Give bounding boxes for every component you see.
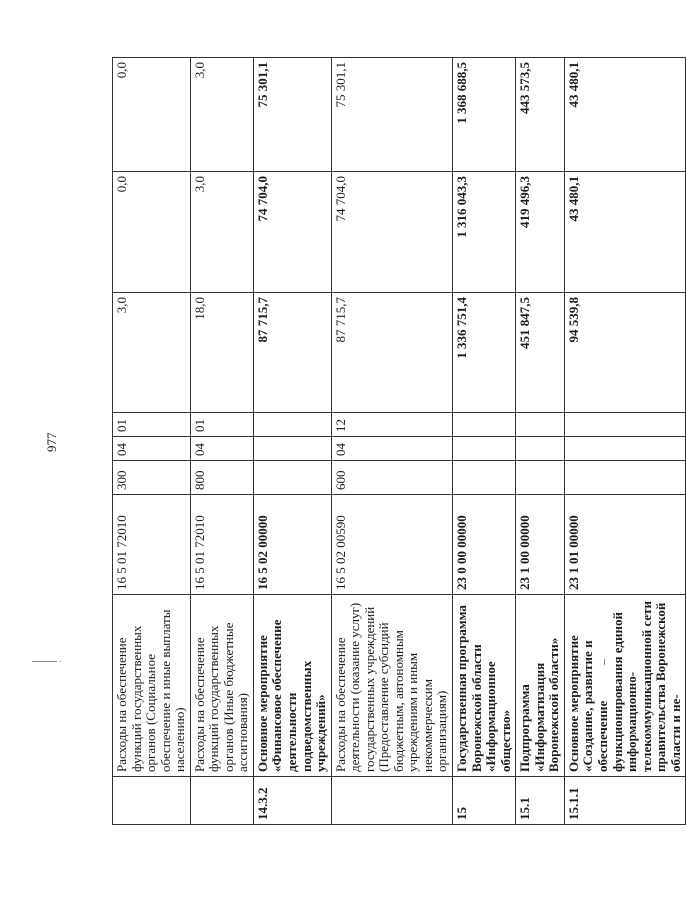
subsection: 01 xyxy=(190,413,253,437)
amount-1: 94 539,8 xyxy=(564,293,685,413)
rotated-budget-table xyxy=(112,58,683,825)
section: 04 xyxy=(331,437,452,461)
amount-1: 18,0 xyxy=(190,293,253,413)
table-row xyxy=(516,58,565,825)
subsection xyxy=(453,413,516,437)
expense-type xyxy=(564,461,685,495)
target-code: 16 5 01 72010 xyxy=(113,495,191,595)
row-number xyxy=(331,777,452,825)
subsection xyxy=(253,413,331,437)
amount-3: 0,0 xyxy=(113,58,191,172)
amount-3: 43 480,1 xyxy=(564,58,685,172)
row-name: Подпрограмма «Информатизация Воронежской области» xyxy=(516,595,565,777)
expense-type: 300 xyxy=(113,461,191,495)
amount-2: 3,0 xyxy=(190,172,253,293)
amount-3: 443 573,5 xyxy=(516,58,565,172)
target-code: 16 5 01 72010 xyxy=(190,495,253,595)
amount-2: 74 704,0 xyxy=(253,172,331,293)
amount-1: 87 715,7 xyxy=(331,293,452,413)
amount-1: 3,0 xyxy=(113,293,191,413)
section xyxy=(253,437,331,461)
expense-type xyxy=(516,461,565,495)
subsection xyxy=(516,413,565,437)
row-number xyxy=(190,777,253,825)
target-code: 16 5 02 00590 xyxy=(331,495,452,595)
expense-type: 800 xyxy=(190,461,253,495)
target-code: 23 0 00 00000 xyxy=(453,495,516,595)
row-name: Основное мероприятие «Создание, развитие и обеспечение функционирования единой информационно-телекоммуникационной сети правительства Воронежской области и не- xyxy=(564,595,685,777)
amount-3: 75 301,1 xyxy=(253,58,331,172)
amount-2: 419 496,3 xyxy=(516,172,565,293)
row-name: Расходы на обеспечение функций государственных органов (Социальное обеспечение и иные выплаты населению) xyxy=(113,595,191,777)
section xyxy=(564,437,685,461)
row-name: Расходы на обеспечение деятельности (оказание услуг) государственных учреждений (Предоставление субсидий бюджетным, автономным учреждениям и иным некоммерческим организациям) xyxy=(331,595,452,777)
amount-3: 3,0 xyxy=(190,58,253,172)
table-row xyxy=(190,58,253,825)
table-row xyxy=(331,58,452,825)
table-row xyxy=(453,58,516,825)
subsection: 12 xyxy=(331,413,452,437)
amount-3: 75 301,1 xyxy=(331,58,452,172)
target-code: 16 5 02 00000 xyxy=(253,495,331,595)
subsection: 01 xyxy=(113,413,191,437)
row-number: 14.3.2 xyxy=(253,777,331,825)
amount-1: 1 336 751,4 xyxy=(453,293,516,413)
amount-2: 1 316 043,3 xyxy=(453,172,516,293)
table-row xyxy=(564,58,685,825)
amount-1: 451 847,5 xyxy=(516,293,565,413)
expense-type: 600 xyxy=(331,461,452,495)
row-number: 15.1.1 xyxy=(564,777,685,825)
amount-3: 1 368 688,5 xyxy=(453,58,516,172)
target-code: 23 1 00 00000 xyxy=(516,495,565,595)
amount-1: 87 715,7 xyxy=(253,293,331,413)
section xyxy=(516,437,565,461)
amount-2: 74 704,0 xyxy=(331,172,452,293)
amount-2: 0,0 xyxy=(113,172,191,293)
row-number xyxy=(113,777,191,825)
page-number: 977 xyxy=(44,432,59,452)
section xyxy=(453,437,516,461)
section: 04 xyxy=(190,437,253,461)
target-code: 23 1 01 00000 xyxy=(564,495,685,595)
expense-type xyxy=(453,461,516,495)
row-name: Расходы на обеспечение функций государственных органов (Иные бюджетные ассигнования) xyxy=(190,595,253,777)
subsection xyxy=(564,413,685,437)
row-number: 15.1 xyxy=(516,777,565,825)
margin-mark-top xyxy=(32,661,57,662)
row-number: 15 xyxy=(453,777,516,825)
margin-mark-bottom xyxy=(60,661,61,662)
row-name: Государственная программа Воронежской области «Информационное общество» xyxy=(453,595,516,777)
expense-type xyxy=(253,461,331,495)
section: 04 xyxy=(113,437,191,461)
table-row xyxy=(253,58,331,825)
budget-table xyxy=(112,57,686,825)
amount-2: 43 480,1 xyxy=(564,172,685,293)
row-name: Основное мероприятие «Финансовое обеспечение деятельности подведомственных учреждений» xyxy=(253,595,331,777)
table-row xyxy=(113,58,191,825)
